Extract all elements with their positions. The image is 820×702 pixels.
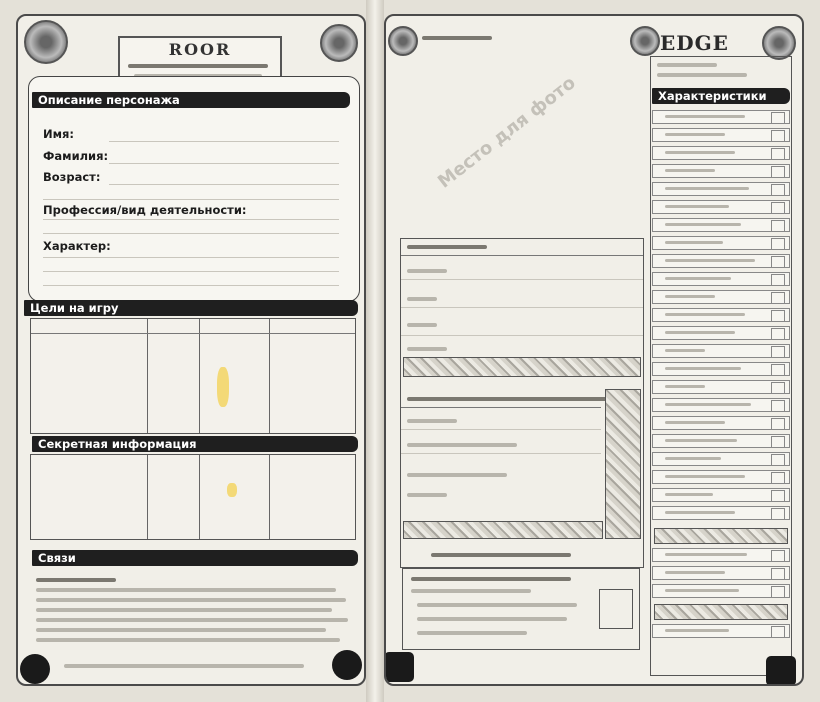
stat-row[interactable] [652,308,790,322]
profession-line[interactable] [43,233,339,234]
text-scribble [36,608,332,612]
stat-row[interactable] [652,452,790,466]
text-scribble [36,588,336,592]
stat-row[interactable] [652,272,790,286]
banner-title: ROOR [168,40,232,59]
character-label: Характер: [43,239,111,253]
text-scribble [36,638,340,642]
stat-row[interactable] [652,236,790,250]
grid-divider [147,455,148,539]
stat-row[interactable] [652,290,790,304]
ornament-medallion-icon [320,24,358,62]
description-section-header: Описание персонажа [32,92,350,108]
photo-placeholder: Место для фото [434,72,580,193]
stat-row[interactable] [652,548,790,562]
characteristics-section-header: Характеристики [652,88,790,104]
text-scribble [417,631,527,635]
banner-subtitle-scribble [128,64,268,68]
ornament-band [654,604,788,620]
text-scribble [407,245,487,249]
right-page [384,14,804,686]
text-scribble [407,397,607,401]
stat-row[interactable] [652,624,790,638]
text-scribble [407,493,447,497]
ornament-medallion-icon [762,26,796,60]
stat-row[interactable] [652,146,790,160]
name-label: Имя: [43,127,75,141]
stat-row[interactable] [652,470,790,484]
details-box [400,238,644,568]
grid-divider [269,319,270,433]
surname-line[interactable] [109,163,339,164]
blank-line [43,199,339,200]
divider [401,307,643,308]
grid-header-line [31,333,355,334]
stat-row[interactable] [652,164,790,178]
left-page [16,14,366,686]
stat-row[interactable] [652,200,790,214]
footer-scribble [64,664,304,668]
stat-row[interactable] [652,380,790,394]
age-label: Возраст: [43,170,101,184]
text-scribble [407,473,507,477]
age-line[interactable] [109,184,339,185]
stat-row[interactable] [652,398,790,412]
stat-row[interactable] [652,218,790,232]
header-scribble [422,36,492,40]
stat-row[interactable] [652,182,790,196]
page-fold [366,0,384,702]
corner-ornament-icon [20,654,50,684]
grid-divider [269,455,270,539]
secret-grid[interactable] [30,454,356,540]
text-scribble [407,443,517,447]
text-scribble [36,618,348,622]
stat-row[interactable] [652,488,790,502]
stat-row[interactable] [652,344,790,358]
grid-divider [147,319,148,433]
surname-label: Фамилия: [43,149,109,163]
stat-row[interactable] [652,128,790,142]
profession-label: Профессия/вид деятельности: [43,203,247,217]
profession-line[interactable] [43,219,339,220]
text-scribble [407,347,447,351]
text-scribble [431,553,571,557]
grid-divider [199,319,200,433]
divider [401,255,643,256]
corner-ornament-icon [766,656,796,686]
photo-area[interactable] [398,46,648,250]
yellow-highlight [217,367,229,407]
character-line[interactable] [43,257,339,258]
text-scribble [407,297,437,301]
divider [401,453,601,454]
text-scribble [411,589,531,593]
text-scribble [407,419,457,423]
text-scribble [411,577,571,581]
divider [401,407,601,408]
text-scribble [36,598,346,602]
corner-ornament-icon [332,650,362,680]
stat-row[interactable] [652,566,790,580]
name-line[interactable] [109,141,339,142]
stat-row[interactable] [652,434,790,448]
divider [401,429,601,430]
stat-row[interactable] [652,326,790,340]
text-scribble [657,73,747,77]
logo-title: EDGE [660,31,729,55]
grid-divider [199,455,200,539]
item-slot[interactable] [599,589,633,629]
ornament-medallion-icon [24,20,68,64]
text-scribble [407,323,437,327]
goals-grid[interactable] [30,318,356,434]
ornament-band [654,528,788,544]
inventory-box[interactable] [402,568,640,650]
corner-ornament-icon [384,652,414,682]
character-line[interactable] [43,271,339,272]
yellow-highlight [227,483,237,497]
stat-row[interactable] [652,110,790,124]
stat-row[interactable] [652,584,790,598]
character-line[interactable] [43,285,339,286]
ornament-band [403,357,641,377]
text-scribble [36,578,116,582]
goals-section-header: Цели на игру [24,300,358,316]
divider [401,335,643,336]
ornament-band [403,521,603,539]
secret-section-header: Секретная информация [32,436,358,452]
text-scribble [407,269,447,273]
divider [401,279,643,280]
text-scribble [657,63,717,67]
connections-section-header: Связи [32,550,358,566]
description-box [28,76,360,302]
stat-row[interactable] [652,416,790,430]
text-scribble [417,617,567,621]
text-scribble [417,603,577,607]
text-scribble [36,628,326,632]
stat-row[interactable] [652,254,790,268]
ornament-band [605,389,641,539]
stat-row[interactable] [652,506,790,520]
stat-row[interactable] [652,362,790,376]
